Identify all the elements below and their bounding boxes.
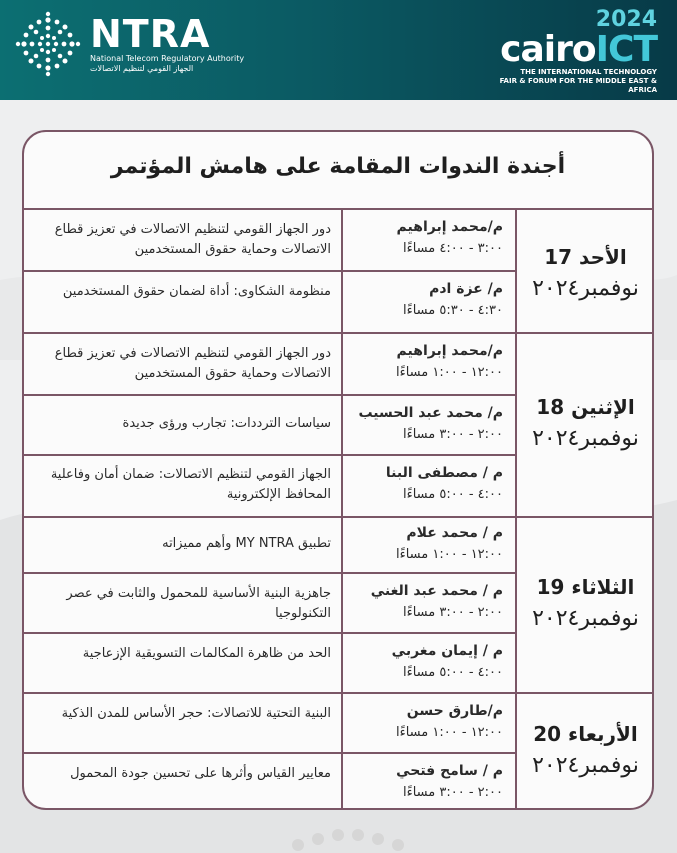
day-cell bbox=[517, 572, 654, 636]
speaker-cell bbox=[343, 522, 503, 566]
session-time: ١٢:٠٠ - ١:٠٠ مساءًا bbox=[396, 725, 503, 740]
topic-cell: دور الجهاز القومي لتنظيم الاتصالات في تعزيز قطاع الاتصالات وحماية حقوق المستخدمين bbox=[54, 346, 331, 381]
ntra-subtitle-ar: الجهاز القومي لتنظيم الاتصالات bbox=[90, 64, 194, 73]
session-time: ٣:٠٠ - ٤:٠٠ مساءًا bbox=[402, 241, 503, 256]
cairo-ict-brand bbox=[477, 8, 657, 95]
ntra-brand bbox=[90, 14, 244, 74]
speaker-name: م / سامح فتحي bbox=[396, 763, 503, 779]
cairo-subtitle-1: THE INTERNATIONAL TECHNOLOGY bbox=[520, 68, 657, 76]
dot-icon bbox=[352, 829, 364, 841]
topic-cell: تطبيق MY NTRA وأهم مميزاته bbox=[162, 536, 331, 551]
session-time: ٤:٠٠ - ٥:٠٠ مساءًا bbox=[402, 665, 503, 680]
dot-icon bbox=[292, 839, 304, 851]
speaker-name: م / محمد عبد الغني bbox=[370, 583, 503, 599]
speaker-name: م/محمد إبراهيم bbox=[396, 219, 503, 235]
row-divider bbox=[24, 394, 515, 396]
speaker-cell bbox=[343, 700, 503, 744]
agenda-card bbox=[22, 130, 654, 810]
cairo-name-b: ICT bbox=[595, 29, 657, 70]
session-time: ١٢:٠٠ - ١:٠٠ مساءًا bbox=[396, 365, 503, 380]
day-name: الإثنين 18 bbox=[536, 395, 635, 419]
row-divider bbox=[24, 516, 654, 518]
day-cell bbox=[517, 392, 654, 456]
topic-cell: البنية التحتية للاتصالات: حجر الأساس للمدن الذكية bbox=[61, 706, 331, 721]
speaker-name: م/محمد إبراهيم bbox=[396, 343, 503, 359]
speaker-cell bbox=[343, 216, 503, 260]
day-month: نوفمبر٢٠٢٤ bbox=[532, 276, 639, 301]
day-month: نوفمبر٢٠٢٤ bbox=[532, 606, 639, 631]
row-divider bbox=[24, 332, 654, 334]
topic-cell: معايير القياس وأثرها على تحسين جودة المحمول bbox=[70, 766, 331, 781]
row-divider bbox=[24, 572, 515, 574]
cairo-subtitle-2: FAIR & FORUM FOR THE MIDDLE EAST & AFRICA bbox=[499, 77, 657, 94]
speaker-name: م/ محمد عبد الحسيب bbox=[358, 405, 503, 421]
speaker-name: م / مصطفى البنا bbox=[385, 465, 503, 481]
dot-icon bbox=[392, 839, 404, 851]
day-month: نوفمبر٢٠٢٤ bbox=[532, 753, 639, 778]
cairo-name bbox=[477, 29, 657, 70]
ntra-subtitle-en: National Telecom Regulatory Authority bbox=[90, 54, 245, 63]
topic-cell: جاهزية البنية الأساسية للمحمول والثابت في عصر التكنولوجيا bbox=[66, 586, 331, 621]
session-time: ٢:٠٠ - ٣:٠٠ مساءًا bbox=[402, 427, 503, 442]
speaker-cell bbox=[343, 462, 503, 506]
agenda-title: أجندة الندوات المقامة على هامش المؤتمر bbox=[110, 154, 566, 179]
day-cell bbox=[517, 242, 654, 306]
day-name: الأحد 17 bbox=[544, 245, 627, 269]
cairo-year: 2024 bbox=[595, 7, 657, 32]
topic-cell: سياسات الترددات: تجارب ورؤى جديدة bbox=[122, 416, 331, 431]
row-divider bbox=[24, 632, 515, 634]
speaker-cell bbox=[343, 340, 503, 384]
row-divider bbox=[24, 270, 515, 272]
speaker-cell bbox=[343, 640, 503, 684]
cairo-name-a: cairo bbox=[500, 29, 596, 70]
dot-icon bbox=[312, 833, 324, 845]
day-name: الأربعاء 20 bbox=[533, 722, 638, 746]
page-header bbox=[0, 0, 677, 100]
ntra-title: NTRA bbox=[90, 12, 211, 56]
speaker-name: م/طارق حسن bbox=[406, 703, 503, 719]
day-cell bbox=[517, 719, 654, 783]
speaker-name: م/ عزة ادم bbox=[429, 281, 503, 297]
topic-cell: الحد من ظاهرة المكالمات التسويقية الإزعاجية bbox=[82, 646, 331, 661]
ntra-logo-icon bbox=[12, 8, 84, 80]
dot-icon bbox=[332, 829, 344, 841]
row-divider bbox=[24, 752, 515, 754]
speaker-name: م / محمد علام bbox=[406, 525, 503, 541]
session-time: ٤:٠٠ - ٥:٠٠ مساءًا bbox=[402, 487, 503, 502]
topic-cell: دور الجهاز القومي لتنظيم الاتصالات في تعزيز قطاع الاتصالات وحماية حقوق المستخدمين bbox=[54, 222, 331, 257]
row-divider bbox=[24, 454, 515, 456]
column-divider bbox=[24, 208, 654, 210]
speaker-name: م / إيمان مغربي bbox=[391, 643, 503, 659]
session-time: ١٢:٠٠ - ١:٠٠ مساءًا bbox=[396, 547, 503, 562]
speaker-cell bbox=[343, 580, 503, 624]
topic-cell: الجهاز القومي لتنظيم الاتصالات: ضمان أمان وفاعلية المحافظ الإلكترونية bbox=[50, 467, 331, 502]
row-divider bbox=[24, 692, 654, 694]
session-time: ٤:٣٠ - ٥:٣٠ مساءًا bbox=[402, 303, 503, 318]
dot-icon bbox=[372, 833, 384, 845]
speaker-cell bbox=[343, 278, 503, 322]
session-time: ٢:٠٠ - ٣:٠٠ مساءًا bbox=[402, 605, 503, 620]
speaker-cell bbox=[343, 402, 503, 446]
session-time: ٢:٠٠ - ٣:٠٠ مساءًا bbox=[402, 785, 503, 800]
topic-cell: منظومة الشكاوى: أداة لضمان حقوق المستخدمين bbox=[62, 284, 331, 299]
day-name: الثلاثاء 19 bbox=[536, 575, 635, 599]
day-month: نوفمبر٢٠٢٤ bbox=[532, 426, 639, 451]
speaker-cell bbox=[343, 760, 503, 804]
